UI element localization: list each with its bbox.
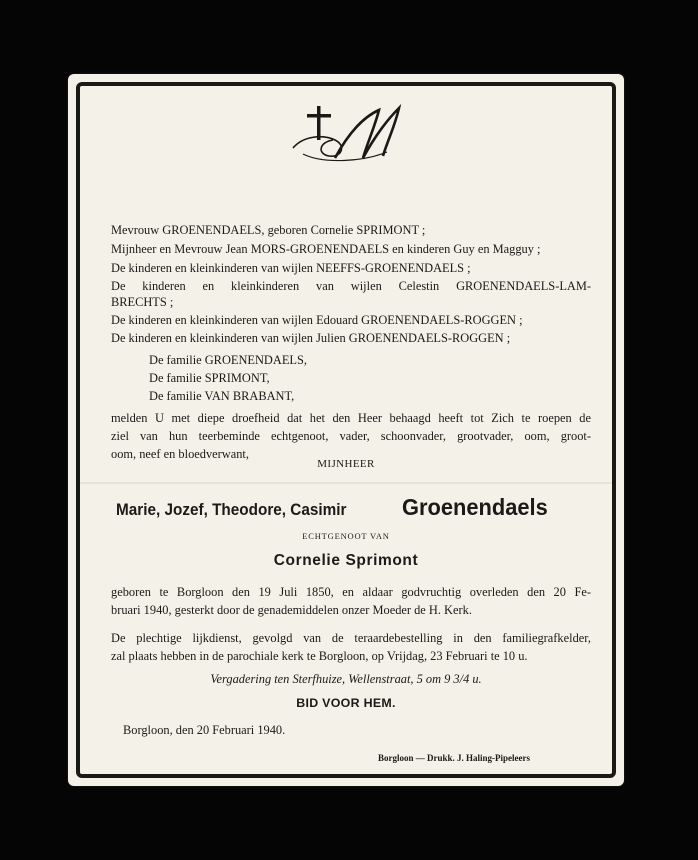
place-date: Borgloon, den 20 Februari 1940. — [123, 723, 286, 737]
spouse-name: Cornelie Sprimont — [273, 552, 419, 569]
announcement-line-3: oom, neef en bloedverwant, — [111, 447, 249, 461]
mourner-line-3: De kinderen en kleinkinderen van wijlen NEEFFS-GROENENDAELS ; — [111, 261, 471, 275]
paper-fold-line — [80, 482, 612, 484]
title-mijnheer: MIJNHEER — [317, 458, 375, 470]
given-names: Marie, Jozef, Theodore, Casimir — [116, 500, 347, 519]
surname: Groenendaels — [402, 494, 548, 520]
announcement-line-2: ziel van hun teerbeminde echtgenoot, vader, schoonvader, grootvader, oom, groot- — [111, 429, 591, 443]
mourner-line-6: De kinderen en kleinkinderen van wijlen Edouard GROENENDAELS-ROGGEN ; — [111, 313, 523, 327]
cross-monogram-icon — [283, 96, 413, 176]
spouse-intro: ECHTGENOOT VAN — [302, 531, 390, 541]
funeral-line-2: zal plaats hebben in de parochiale kerk te Borgloon, op Vrijdag, 23 Februari te 10 u. — [111, 649, 528, 663]
mourner-line-7: De kinderen en kleinkinderen van wijlen Julien GROENENDAELS-ROGGEN ; — [111, 331, 511, 345]
prayer-line: BID VOOR HEM. — [296, 696, 396, 710]
printer-credit: Borgloon — Drukk. J. Haling-Pipeleers — [378, 753, 531, 763]
funeral-line-1: De plechtige lijkdienst, gevolgd van de teraardebestelling in den familiegrafkelder, — [111, 631, 591, 645]
mourner-line-1: Mevrouw GROENENDAELS, geboren Cornelie SPRIMONT ; — [111, 223, 426, 237]
family-line-2: De familie SPRIMONT, — [149, 371, 270, 385]
birth-death-line-2: bruari 1940, gesterkt door de genademiddelen onzer Moeder de H. Kerk. — [111, 603, 472, 617]
death-notice-card — [68, 74, 624, 786]
announcement-line-1: melden U met diepe droefheid dat het den Heer behaagd heeft tot Zich te roepen de — [111, 411, 591, 425]
family-line-3: De familie VAN BRABANT, — [149, 389, 295, 403]
mourner-line-2: Mijnheer en Mevrouw Jean MORS-GROENENDAELS en kinderen Guy en Magguy ; — [111, 242, 541, 256]
mourner-line-5: BRECHTS ; — [111, 295, 174, 309]
mourner-line-4: De kinderen en kleinkinderen van wijlen Celestin GROENENDAELS-LAM- — [111, 279, 591, 293]
gathering-note: Vergadering ten Sterfhuize, Wellenstraat, 5 om 9 3/4 u. — [210, 672, 482, 686]
birth-death-line-1: geboren te Borgloon den 19 Juli 1850, en aldaar godvruchtig overleden den 20 Fe- — [111, 585, 591, 599]
family-line-1: De familie GROENENDAELS, — [149, 353, 307, 367]
